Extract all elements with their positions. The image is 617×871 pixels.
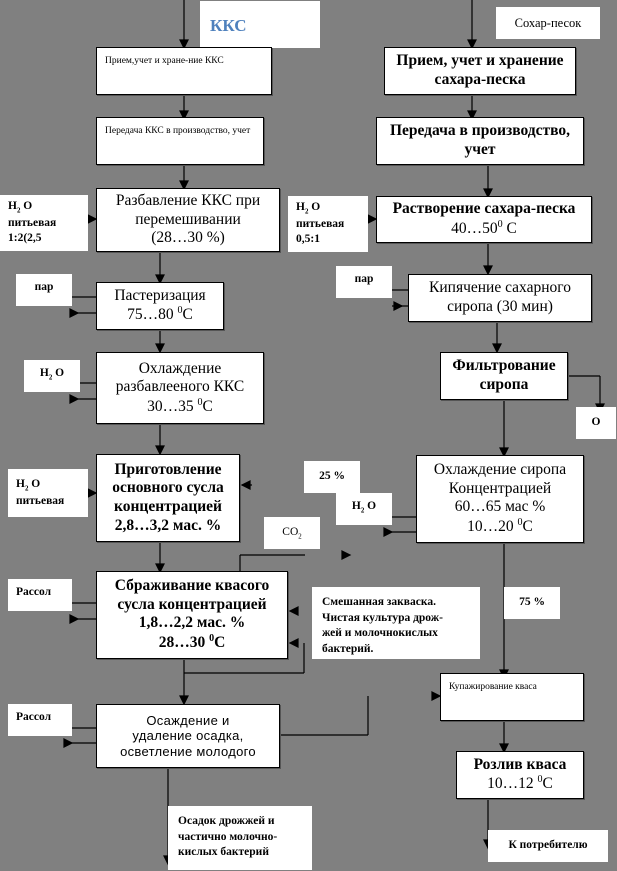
step-text: Сбраживание квасого bbox=[114, 577, 270, 595]
step-text: Осаждение и bbox=[146, 712, 230, 728]
label-text: O bbox=[28, 478, 41, 490]
step-settle bbox=[96, 704, 280, 768]
step-sugar-transfer bbox=[376, 117, 584, 165]
step-text: Охлаждение bbox=[138, 359, 222, 377]
step-sugar-dissolve bbox=[376, 196, 592, 243]
label-text: 75 % bbox=[519, 596, 545, 609]
label-text: O bbox=[52, 367, 65, 379]
step-text: Передача в производство, bbox=[389, 122, 571, 140]
label-text: 0,5:1 bbox=[296, 233, 320, 246]
step-text: Приготовление bbox=[114, 460, 222, 478]
step-text: разбавлееного ККС bbox=[115, 378, 245, 396]
degree-mark: 0 bbox=[537, 774, 543, 786]
step-text: 30…35 bbox=[147, 397, 198, 415]
output-filter-waste bbox=[576, 407, 616, 439]
unit: С bbox=[502, 220, 517, 238]
step-text: 60…65 мас % bbox=[454, 498, 546, 516]
input-co2 bbox=[264, 517, 320, 549]
input-pct-25 bbox=[304, 461, 360, 493]
input-steam-left bbox=[16, 274, 72, 306]
step-text: 1,8…2,2 мас. % bbox=[138, 614, 246, 632]
step-text: сиропа (30 мин) bbox=[447, 298, 553, 315]
step-text: 40…50 bbox=[451, 220, 498, 238]
step-text: Концентрацией bbox=[448, 479, 552, 497]
label-text: H bbox=[39, 367, 49, 379]
step-text: Фильтрование bbox=[452, 357, 556, 375]
step-text: сусла концентрацией bbox=[117, 595, 267, 613]
subscript: 2 bbox=[298, 532, 302, 540]
input-steam-right bbox=[336, 266, 392, 298]
step-ferment bbox=[96, 571, 288, 659]
unit: С bbox=[214, 634, 226, 652]
step-text: удаление осадка, bbox=[132, 728, 244, 744]
kks-header bbox=[200, 1, 320, 48]
label-text: бактерий. bbox=[322, 642, 374, 655]
step-text: 28…30 bbox=[158, 634, 210, 652]
step-bottle bbox=[456, 751, 584, 799]
input-brine-settle bbox=[8, 704, 72, 736]
step-text: Кипячение сахарного bbox=[429, 279, 571, 297]
degree-mark: 0 bbox=[517, 517, 523, 529]
step-text: Купажирование кваса bbox=[449, 682, 537, 692]
step-kks-receive bbox=[96, 47, 272, 95]
step-kks-transfer bbox=[96, 117, 264, 165]
label-text: O bbox=[308, 201, 321, 213]
step-filter-syrup bbox=[440, 352, 568, 400]
step-sugar-receive bbox=[384, 47, 576, 95]
input-starter bbox=[312, 587, 480, 659]
output-consumer bbox=[488, 830, 608, 862]
unit: С bbox=[182, 306, 193, 324]
step-text: Растворение сахара-песка bbox=[392, 200, 576, 218]
step-prepare-wort bbox=[96, 454, 240, 542]
step-text: Прием, учет и хранение bbox=[396, 52, 564, 70]
unit: С bbox=[542, 775, 553, 793]
kks-header-title: ККС bbox=[210, 16, 247, 35]
step-text: Розлив кваса bbox=[473, 755, 567, 773]
step-cool-kks bbox=[96, 352, 264, 424]
label-text: Чистая культура дрож- bbox=[322, 611, 443, 624]
step-text: учет bbox=[464, 141, 496, 158]
label-text: О bbox=[591, 416, 601, 429]
subscript: 2 bbox=[48, 374, 53, 382]
label-text: Осадок дрожжей и bbox=[178, 815, 275, 827]
label-text: Рассол bbox=[16, 711, 52, 723]
input-water-wort bbox=[8, 469, 88, 517]
input-water-cool-kks bbox=[24, 360, 80, 392]
step-text: концентрацией bbox=[114, 498, 222, 515]
step-text: перемешивании bbox=[135, 210, 241, 228]
step-text: Пастеризация bbox=[114, 286, 206, 304]
label-text: 1:2(2,5 bbox=[8, 232, 42, 245]
input-water-sugar bbox=[288, 196, 368, 252]
step-text: Разбавление ККС при bbox=[115, 192, 261, 210]
label-text: частично молочно- bbox=[178, 830, 278, 843]
step-text: 10…20 bbox=[467, 518, 518, 536]
step-text: сиропа bbox=[479, 376, 529, 393]
step-pasteurize bbox=[96, 282, 224, 330]
label-text: питьевая bbox=[16, 494, 65, 507]
label-text: Рассол bbox=[16, 586, 52, 598]
degree-mark: 0 bbox=[209, 633, 215, 645]
label-text: O bbox=[20, 200, 33, 212]
subscript: 2 bbox=[304, 208, 309, 216]
step-text: 75…80 bbox=[127, 306, 178, 324]
input-pct-75 bbox=[504, 587, 560, 619]
step-text: Прием,учет и хране-ние ККС bbox=[105, 56, 224, 66]
label-text: пар bbox=[34, 281, 54, 293]
step-text: Передача ККС в производство, учет bbox=[105, 126, 251, 136]
label-text: пар bbox=[354, 273, 374, 285]
input-brine-ferment bbox=[8, 579, 72, 611]
input-water-cool-syrup bbox=[336, 493, 392, 525]
label-text: питьевая bbox=[296, 217, 345, 230]
sugar-header-label: Сохар-песок bbox=[514, 15, 582, 30]
subscript: 2 bbox=[24, 485, 29, 493]
step-text: 10…12 bbox=[487, 775, 538, 793]
step-blend bbox=[440, 673, 584, 721]
degree-mark: 0 bbox=[497, 218, 503, 230]
label-text: H bbox=[16, 478, 25, 490]
label-text: Смешанная закваска. bbox=[322, 596, 436, 608]
step-text: основного сусла bbox=[112, 479, 224, 497]
label-text: 25 % bbox=[319, 470, 345, 483]
subscript: 2 bbox=[16, 207, 21, 215]
label-text: К потребителю bbox=[508, 839, 588, 852]
step-text: осветление молодого bbox=[120, 743, 256, 759]
output-sediment bbox=[168, 806, 312, 870]
step-boil-syrup bbox=[408, 274, 592, 322]
label-text: кислых бактерий bbox=[178, 846, 269, 859]
unit: С bbox=[202, 397, 213, 415]
label-text: питьевая bbox=[8, 216, 57, 229]
step-cool-syrup bbox=[416, 455, 584, 543]
degree-mark: 0 bbox=[177, 305, 183, 317]
label-text: CO bbox=[282, 525, 299, 538]
step-kks-dilute bbox=[96, 188, 280, 252]
degree-mark: 0 bbox=[197, 396, 203, 408]
input-water-kks bbox=[0, 195, 88, 251]
step-text: Охлаждение сиропа bbox=[433, 461, 567, 479]
step-text: сахара-песка bbox=[434, 71, 526, 88]
unit: С bbox=[522, 518, 533, 536]
label-text: жей и молочнокислых bbox=[322, 627, 438, 640]
step-text: 2,8…3,2 мас. % bbox=[114, 516, 222, 534]
label-text: H bbox=[296, 201, 305, 213]
label-text: O bbox=[364, 500, 377, 512]
label-text: H bbox=[351, 500, 361, 512]
sugar-header bbox=[496, 7, 600, 39]
label-text: H bbox=[8, 200, 17, 212]
subscript: 2 bbox=[360, 507, 365, 515]
step-text: (28…30 %) bbox=[151, 229, 225, 247]
